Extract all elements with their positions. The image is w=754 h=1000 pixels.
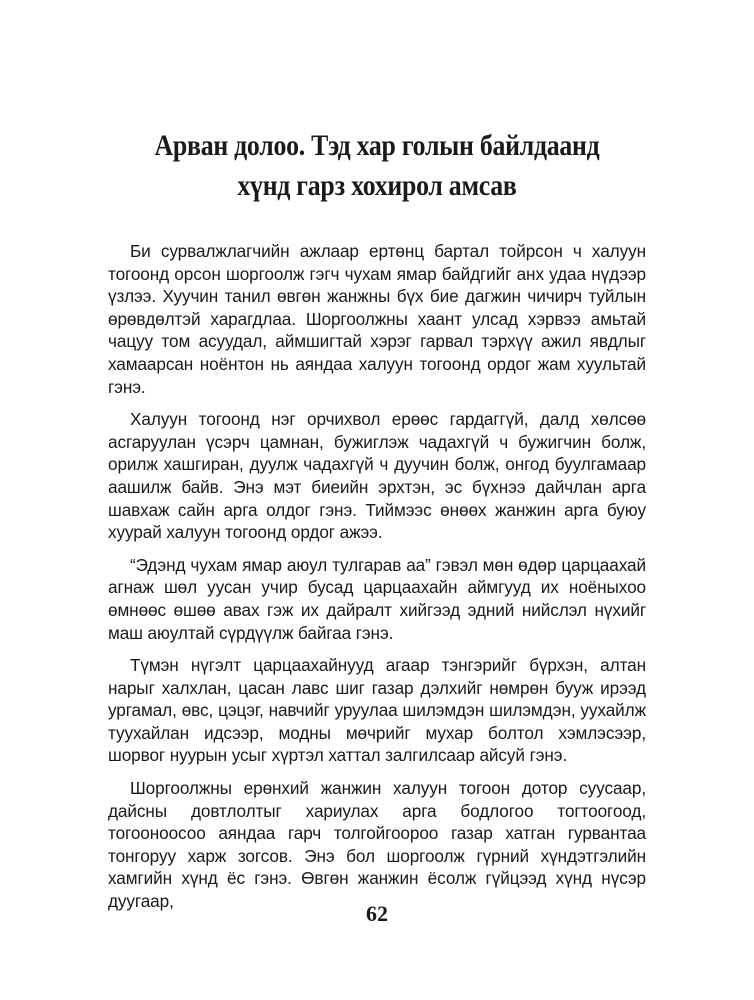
paragraph: “Эдэнд чухам ямар аюул тулгарав аа” гэвэл мөн өдөр царцаахай агнаж шөл уусан учир бусад царцаахайн аймгууд их ноёныхоо өмнөөс өшөө авах гэж их дайралт хийгээд эдний нийслэл нүхийг маш аюултай сүрдүүлж байгаа гэнэ. (108, 554, 646, 643)
chapter-title (139, 126, 615, 206)
paragraph: Түмэн нүгэлт царцаахайнууд агаар тэнгэрийг бүрхэн, алтан нарыг халхлан, цасан лавс шиг газар дэлхийг нөмрөн бууж ирээд ургамал, өвс, цэцэг, навчийг уруулаа шилэмдэн шилэмдэн, уухайлж туухайлан идсээр, модны мөчрийг мухар болтол хэмлэсээр, шорвог нуурын усыг хүртэл хаттал залгилсаар айсуй гэнэ. (108, 655, 646, 766)
paragraph: Халуун тогоонд нэг орчихвол ерөөс гардаггүй, далд хөлсөө асгаруулан үсэрч цамнан, бужиглэж чадахгүй ч бужигчин болж, орилж хашгиран, дуулж чадахгүй ч дуучин болж, онгод буулгамаар аашилж байв. Энэ мэт биеийн эрхтэн, эс бүхнээ дайчлан арга шавхаж сайн арга олдог гэнэ. Тиймээс өнөөх жанжин арга буюу хуурай халуун тогоонд ордог ажээ. (108, 409, 646, 543)
chapter-title-line-2: хүнд гарз хохирол амсав (237, 169, 517, 202)
body-text (108, 240, 646, 923)
paragraph: Шоргоолжны ерөнхий жанжин халуун тогоон дотор суусаар, дайсны довтлолтыг хариулах арга бодлогоо тогтоогоод, тогооноосоо аяндаа гарч толгойгоороо газар хатган гурвантаа тонгоруу харж зогсов. Энэ бол шоргоолж гүрний хүндэтгэлийн хамгийн хүнд ёс гэнэ. Өвгөн жанжин ёсолж гүйцээд хүнд нүсэр дуугаар, (108, 778, 646, 912)
paragraph: Би сурвалжлагчийн ажлаар ертөнц бартал тойрсон ч халуун тогоонд орсон шоргоолж гэгч чухам ямар байдгийг анх удаа нүдээр үзлээ. Хуучин танил өвгөн жанжны бүх бие дагжин чичирч туйлын өрөвдөлтэй харагдлаа. Шоргоолжны хаант улсад хэрвээ амьтай чацуу том асуудал, аймшигтай хэрэг гарвал тэрхүү ажил явдлыг хамаарсан ноёнтон нь аяндаа халуун тогоонд ордог жам хуультай гэнэ. (108, 241, 646, 397)
page-number: 62 (366, 901, 388, 926)
chapter-title-line-1: Арван долоо. Тэд хар голын байлдаанд (154, 129, 600, 162)
